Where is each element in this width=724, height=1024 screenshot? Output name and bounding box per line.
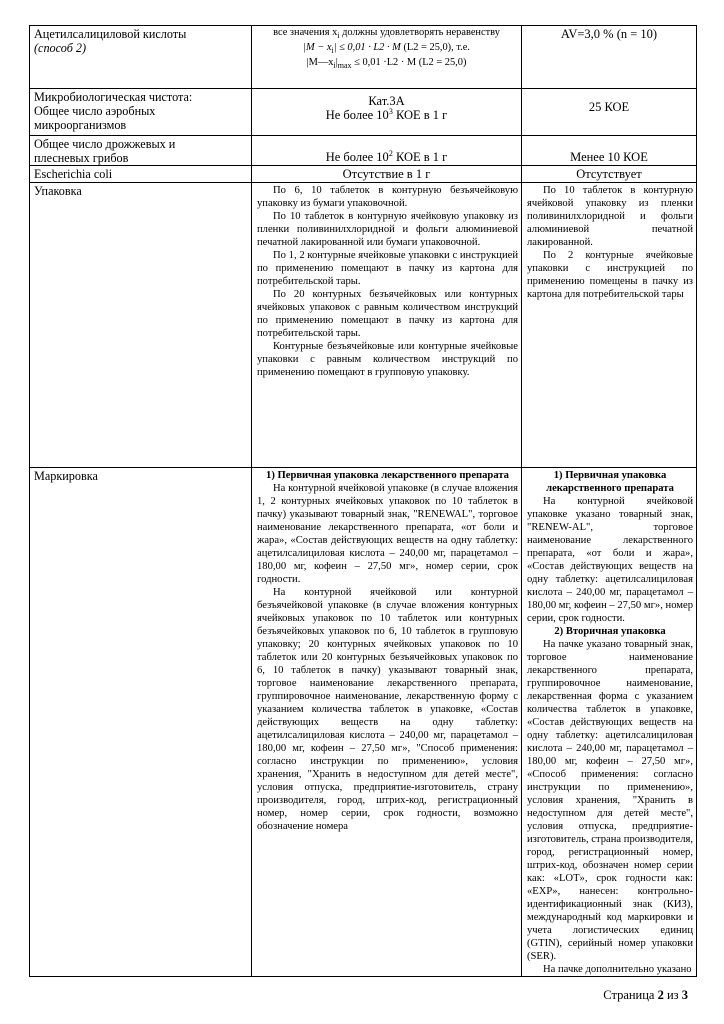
- packaging-requirement-cell: [252, 183, 522, 468]
- marking-requirement-cell: [252, 468, 522, 977]
- asa-result-cell: [522, 26, 697, 89]
- micro-label-line3: микроорганизмов: [34, 118, 127, 132]
- marking-res-heading-primary: 1) Первичная упаковка лекарственного препарата: [546, 470, 674, 494]
- row-micro: [30, 89, 697, 136]
- micro-category: Кат.3А: [368, 94, 405, 108]
- packaging-req-paragraph: Контурные безъячейковые или контурные ячейковые упаковки с равным количеством инструкций по применению помещают в групповую упаковку.: [257, 341, 518, 378]
- micro-label-line2: Общее число аэробных: [34, 104, 156, 118]
- marking-res-heading-secondary: 2) Вторичная упаковка: [554, 626, 666, 637]
- yeast-label-line2: плесневых грибов: [34, 151, 129, 165]
- ecoli-label-cell: [30, 166, 252, 183]
- asa-result: AV=3,0 % (n = 10): [560, 27, 658, 41]
- row-packaging: [30, 183, 697, 468]
- marking-result-cell: [522, 468, 697, 977]
- packaging-result: [522, 183, 696, 301]
- ecoli-requirement-cell: [252, 166, 522, 183]
- marking-res-paragraph: На пачке указано товарный знак, торговое наименование лекарственного препарата, группировочное наименование, лекарственная форма с указанием количества таблеток в упаковке, «Состав действующих веществ на одну таблетку: ацетилсалициловая кислота – 240,00 мг, парацетамол – 180,00 мг, кофеин – 27,50 мг», «Способ применения: согласно инструкции по применению», условия хранения, "Хранить в недоступном для детей месте", условия отпуска, предприятие-изготовитель, страна производителя, город, регистрационный номер, штрих-код, обозначен номер серии как: «LOT», срок годности как: «EXP», нанесен: контрольно-идентификационный знак (КИЗ), международный код маркировки и учета логистических единиц (GTIN), серийный номер упаковки (SER).: [527, 639, 694, 962]
- packaging-label-cell: [30, 183, 252, 468]
- marking-req-heading: 1) Первичная упаковка лекарственного препарата: [266, 470, 509, 481]
- asa-label: Ацетилсалициловой кислоты: [34, 27, 187, 41]
- micro-requirement-cell: [252, 89, 522, 136]
- packaging-result-cell: [522, 183, 697, 468]
- row-yeast: [30, 136, 697, 166]
- packaging-req-paragraph: По 20 контурных безъячейковых или контурных ячейковых упаковок с равным количеством инструкций по применению помещают в пачку из картона для потребительской тары.: [257, 289, 518, 339]
- marking-req-paragraph: На контурной ячейковой упаковке (в случае вложения 1, 2 контурных ячейковых упаковок по 10 таблеток в пачку) указывают товарный знак, "RENEWAL", торговое наименование лекарственного препарата, «от боли и жара», «Состав действующих веществ на одну таблетку: ацетилсалициловая кислота – 240,00 мг, парацетамол – 180,00 мг, кофеин – 27,50 мг», номер серии, срок годности.: [257, 483, 518, 585]
- page-total: 3: [681, 988, 688, 1002]
- yeast-label-line1: Общее число дрожжевых и: [34, 137, 176, 151]
- asa-requirement-cell: [252, 26, 522, 89]
- micro-label-line1: Микробиологическая чистота:: [34, 90, 193, 104]
- asa-requirement: все значения $x_i$ должны удовлетворять неравенству: [273, 27, 500, 41]
- packaging-req-paragraph: По 1, 2 контурные ячейковые упаковки с инструкцией по применению помещают в пачку из картона для потребительской тары.: [257, 250, 518, 287]
- micro-result: 25 КОЕ: [588, 100, 630, 114]
- marking-label-cell: [30, 468, 252, 977]
- asa-label-cell: [30, 26, 252, 89]
- packaging-requirement: [252, 183, 521, 379]
- page-number: Страница 2 из 3: [603, 988, 688, 1002]
- ecoli-requirement: Отсутствие в 1 г: [342, 167, 431, 181]
- marking-label: Маркировка: [34, 469, 98, 483]
- asa-formula-2: $|M—x_i|_{max} \le 0,01 \cdot L2 \cdot M$ (L2 = 25,0): [306, 57, 467, 71]
- micro-label-cell: [30, 89, 252, 136]
- row-asa: [30, 26, 697, 89]
- asa-method: (способ 2): [34, 41, 87, 55]
- yeast-result: Менее 10 КОЕ: [570, 150, 648, 164]
- packaging-req-paragraph: По 6, 10 таблеток в контурную безъячейковую упаковку из бумаги упаковочной.: [257, 185, 518, 209]
- marking-res-paragraph: На контурной ячейковой упаковке указано товарный знак, "RENEW-AL", торговое наименование лекарственного препарата, «от боли и жара», «Состав действующих веществ на одну таблетку: ацетилсалициловая кислота – 240,00 мг, парацетамол – 180,00 мг, кофеин – 27,50 мг», номер серии, срок годности.: [527, 496, 693, 624]
- packaging-req-paragraph: По 10 таблеток в контурную ячейковую упаковку из пленки поливинилхлоридной и фольги алюминиевой печатной лакированной или бумаги упаковочной.: [257, 211, 518, 248]
- ecoli-result-cell: [522, 166, 697, 183]
- micro-limit: Не более $10^3$ КОЕ в 1 г: [325, 106, 448, 122]
- yeast-requirement-cell: [252, 136, 522, 166]
- micro-result-cell: [522, 89, 697, 136]
- packaging-res-paragraph: По 2 контурные ячейковые упаковки с инструкцией по применению помещены в пачку из картона для потребительской тары: [527, 250, 693, 300]
- packaging-label: Упаковка: [34, 184, 82, 198]
- row-ecoli: [30, 166, 697, 183]
- packaging-res-paragraph: По 10 таблеток в контурную ячейковой упаковку из пленки поливинилхлоридной и фольги алюминиевой печатной лакированной.: [527, 185, 693, 248]
- yeast-limit: Не более $10^2$ КОЕ в 1 г: [325, 148, 448, 164]
- marking-res-paragraph: На пачке дополнительно указано: [543, 964, 692, 975]
- specification-table: [29, 25, 697, 977]
- yeast-result-cell: [522, 136, 697, 166]
- row-marking: [30, 468, 697, 977]
- marking-result: [522, 468, 696, 976]
- marking-req-paragraph: На контурной ячейковой или контурной безъячейковой упаковке (в случае вложения контурных ячейковых упаковок по 10 таблеток или контурных безъячейковых упаковок по 6, 10 таблеток в групповую упаковку; 20 контурных ячейковых упаковок по 10 таблеток или 20 контурных безъячейковых упаковок по 6, 10 таблеток в пачку) указывают товарный знак, торговое наименование лекарственного препарата, группировочное наименование, лекарственную форму с указанием количества таблеток в упаковке, «Состав действующих веществ на одну таблетку: ацетилсалициловая кислота – 240,00 мг, парацетамол – 180,00 мг, кофеин – 27,50 мг», "Способ применения: согласно инструкции по применению», условия хранения, "Хранить в недоступном для детей месте", условия отпуска, предприятие-изготовитель, страну производителя, город, штрих-код, регистрационный номер, номер серии, срок годности, возможно обозначение номера: [257, 587, 518, 832]
- page-current: 2: [657, 988, 664, 1002]
- ecoli-result: Отсутствует: [576, 167, 642, 181]
- marking-requirement: [252, 468, 521, 833]
- ecoli-label: Escherichia coli: [34, 167, 113, 181]
- asa-formula-1: $|M - x_i| \le 0,01 \cdot L2 \cdot M$ (L2 = 25,0), т.е.: [303, 42, 470, 56]
- yeast-label-cell: [30, 136, 252, 166]
